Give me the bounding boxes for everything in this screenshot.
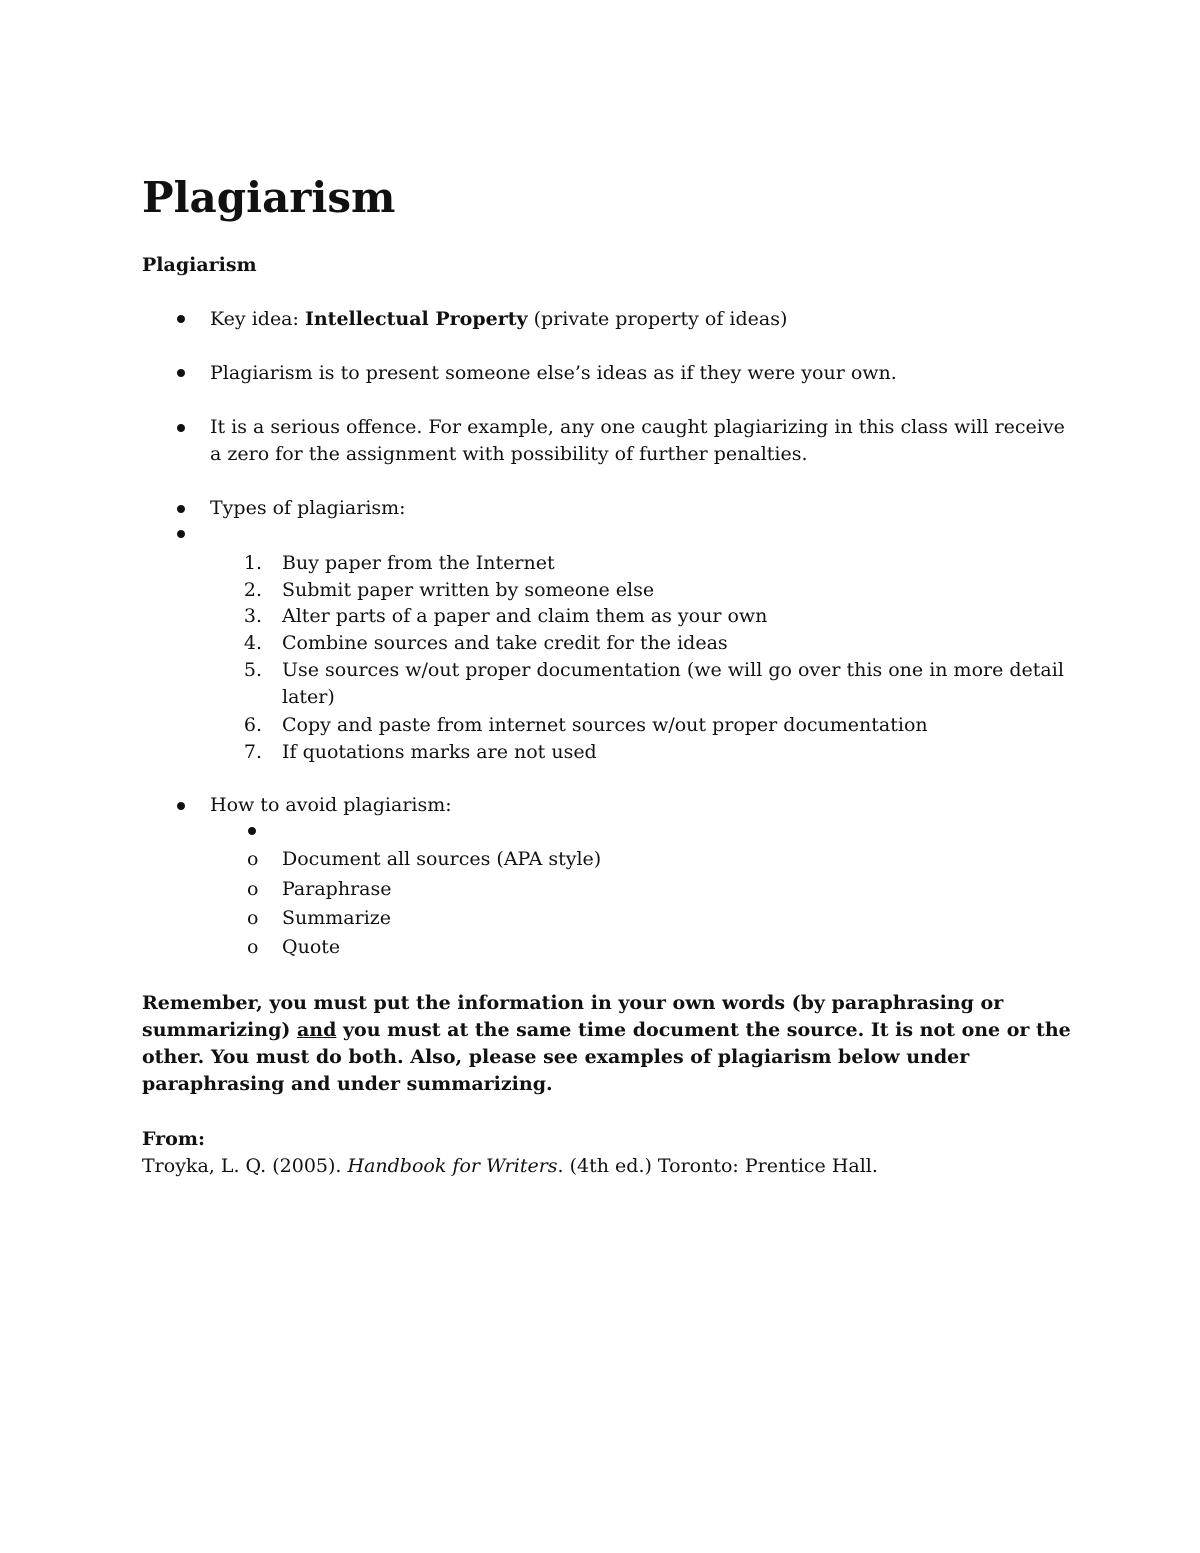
key-idea-term: Intellectual Property <box>304 308 528 330</box>
source-label: From: <box>142 1128 205 1150</box>
list-item: Summarize <box>282 907 392 929</box>
circle-marker: o <box>247 878 259 900</box>
bullet-offence-line2: a zero for the assignment with possibility of further penalties. <box>210 443 808 465</box>
bullet-dot-empty <box>177 530 185 538</box>
list-item: Paraphrase <box>282 878 392 900</box>
citation-suffix: . (4th ed.) Toronto: Prentice Hall. <box>557 1155 878 1177</box>
list-item: Copy and paste from internet sources w/out proper documentation <box>282 714 928 736</box>
list-number: 6. <box>243 714 262 736</box>
list-number: 3. <box>243 605 262 627</box>
bullet-definition: Plagiarism is to present someone else’s ideas as if they were your own. <box>210 362 897 384</box>
list-number: 7. <box>243 741 262 763</box>
bullet-avoid-label: How to avoid plagiarism: <box>210 794 452 816</box>
list-item: Document all sources (APA style) <box>282 848 602 870</box>
list-item-continuation: later) <box>282 686 335 708</box>
list-item: Alter parts of a paper and claim them as your own <box>282 605 768 627</box>
bullet-key-idea <box>210 306 787 333</box>
list-number: 5. <box>243 659 262 681</box>
key-idea-prefix: Key idea: <box>210 308 305 330</box>
circle-marker: o <box>247 936 259 958</box>
list-number: 1. <box>243 552 262 574</box>
list-item: Use sources w/out proper documentation (we will go over this one in more detail <box>282 659 1064 681</box>
bullet-types-label: Types of plagiarism: <box>210 497 406 519</box>
list-item: Combine sources and take credit for the ideas <box>282 632 728 654</box>
remember-part2: you must at the same time document the source. It is not one or the other. You must do both. Also, please see examples of plagiarism below under paraphrasing and under summarizing. <box>142 1019 1071 1095</box>
circle-marker: o <box>247 907 259 929</box>
citation-title: Handbook for Writers <box>347 1155 558 1177</box>
circle-marker: o <box>247 848 259 870</box>
bullet-dot <box>177 424 185 432</box>
bullet-dot <box>177 369 185 377</box>
remember-underlined: and <box>296 1019 337 1041</box>
list-item: Quote <box>282 936 341 958</box>
list-number: 4. <box>243 632 262 654</box>
page-title: Plagiarism <box>142 173 396 222</box>
bullet-dot <box>177 802 185 810</box>
remember-paragraph <box>142 990 1072 1098</box>
list-item: Submit paper written by someone else <box>282 579 655 601</box>
bullet-offence-line1: It is a serious offence. For example, any one caught plagiarizing in this class will receive <box>210 416 1065 438</box>
citation-prefix: Troyka, L. Q. (2005). <box>142 1155 348 1177</box>
section-heading: Plagiarism <box>142 254 257 276</box>
bullet-dot <box>177 315 185 323</box>
list-item: Buy paper from the Internet <box>282 552 555 574</box>
bullet-dot <box>177 505 185 513</box>
bullet-dot-empty <box>248 827 256 835</box>
list-item: If quotations marks are not used <box>282 741 597 763</box>
remember-part1: Remember, you must put the information in your own words (by paraphrasing or summarizing) <box>142 992 1004 1041</box>
source-citation <box>142 1153 878 1180</box>
list-number: 2. <box>243 579 262 601</box>
key-idea-suffix: (private property of ideas) <box>527 308 788 330</box>
